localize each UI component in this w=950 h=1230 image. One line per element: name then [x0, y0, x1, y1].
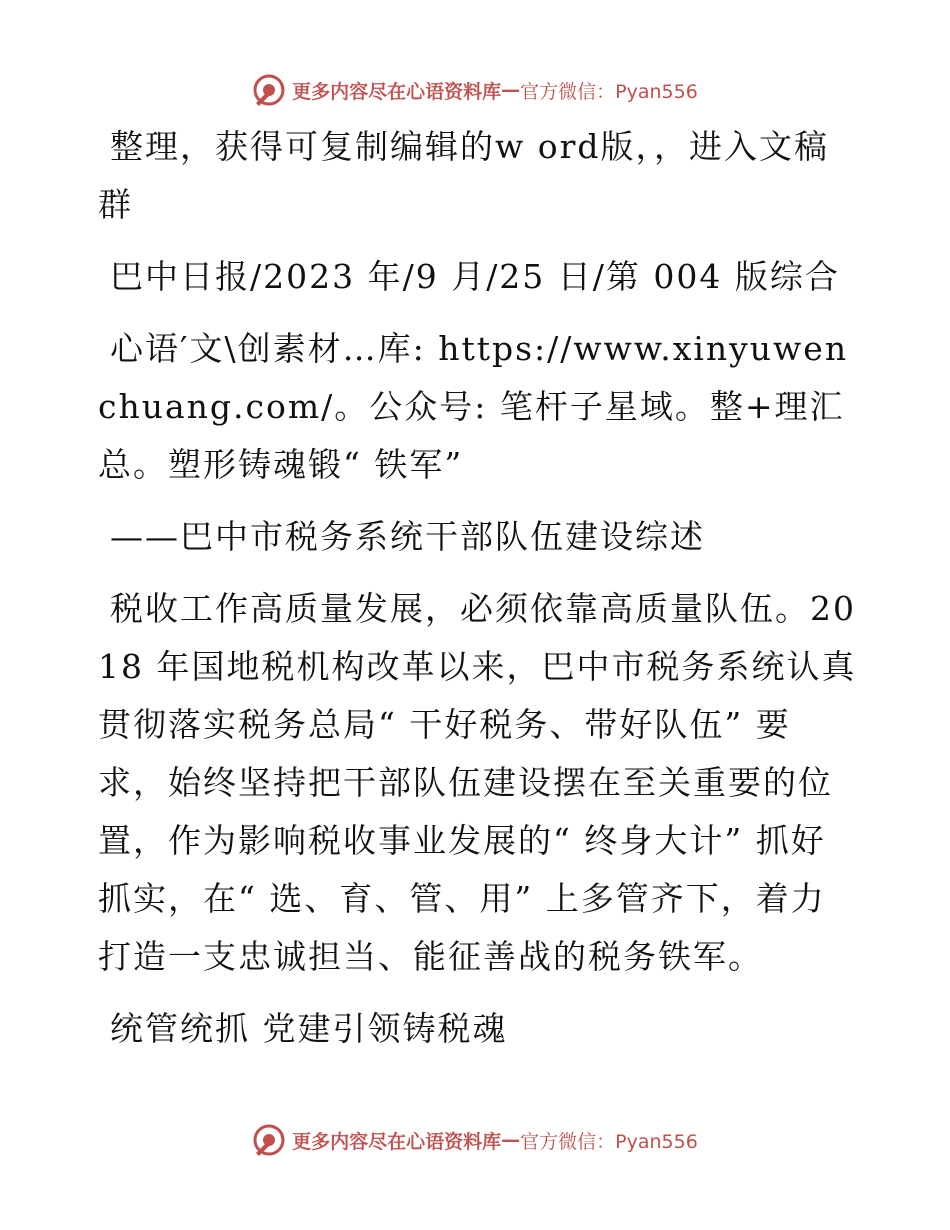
- banner-site-text: 更多内容尽在心语资料库: [292, 80, 502, 103]
- body-paragraph: 税收工作高质量发展，必须依靠高质量队伍。2018 年国地税机构改革以来，巴中市税务系统认真贯彻落实税务总局“ 干好税务、带好队伍” 要求，始终坚持把干部队伍建设摆在至关重要的位置，作为影响税收事业发展的“ 终身大计” 抓好抓实，在“ 选、育、管、用” 上多管齐下，着力打造一支忠诚担当、能征善战的税务铁军。: [98, 589, 857, 976]
- resource-title-paragraph: 心语′文\创素材…库: https://www.xinyuwenchuang.com/。公众号: 笔杆子星域。整+理汇总。塑形铸魂锻“ 铁军”: [98, 329, 849, 484]
- section-heading: 统管统抓 党建引领铸税魂: [110, 1009, 508, 1048]
- banner-site-text: 更多内容尽在心语资料库: [292, 1130, 502, 1153]
- footer-watermark-banner: [0, 1120, 950, 1160]
- header-watermark-banner: [0, 70, 950, 110]
- banner-wechat-text: 官方微信：Pyan556: [520, 80, 698, 103]
- source-line: 巴中日报/2023 年/9 月/25 日/第 004 版综合: [110, 257, 840, 296]
- banner-dash: —: [501, 1129, 521, 1151]
- banner-dash: —: [501, 79, 521, 101]
- banner-wechat-text: 官方微信：Pyan556: [520, 1130, 698, 1153]
- intro-paragraph: 整理，获得可复制编辑的w ord版，，进入文稿群: [98, 127, 830, 224]
- pen-logo-icon: [252, 1123, 286, 1157]
- subtitle: ——巴中市税务系统干部队伍建设综述: [110, 517, 705, 556]
- pen-logo-icon: [252, 73, 286, 107]
- document-body: [98, 118, 858, 1058]
